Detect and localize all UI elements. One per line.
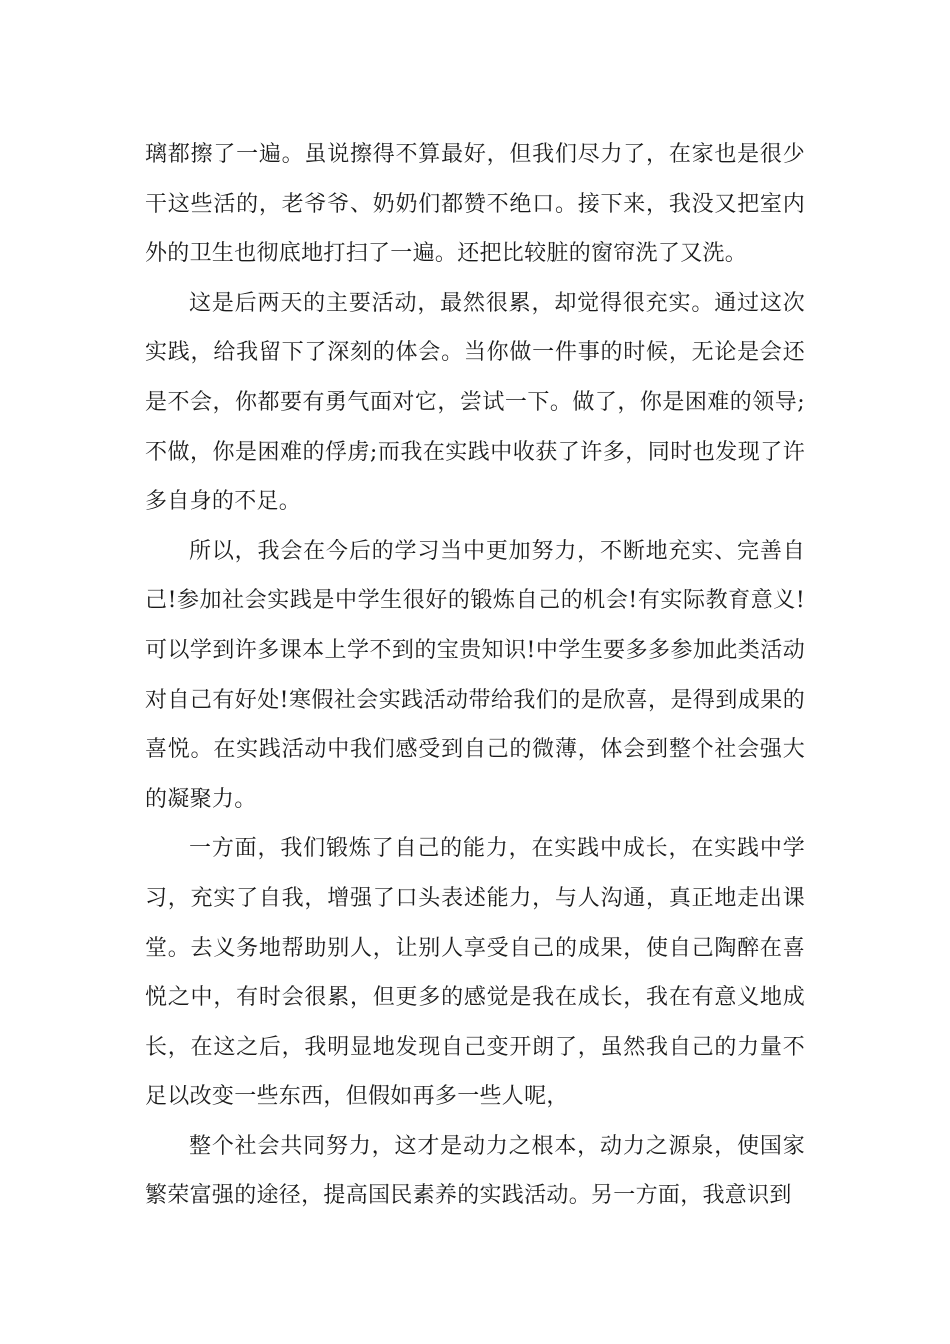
paragraph-2: 这是后两天的主要活动，最然很累，却觉得很充实。通过这次实践，给我留下了深刻的体会。当你做一件事的时候，无论是会还是不会，你都要有勇气面对它，尝试一下。做了，你是困难的领导;不做，你是困难的俘虏;而我在实践中收获了许多，同时也发现了许多自身的不足。 (145, 290, 805, 515)
paragraph-1: 璃都擦了一遍。虽说擦得不算最好，但我们尽力了，在家也是很少干这些活的，老爷爷、奶奶们都赞不绝口。接下来，我没又把室内外的卫生也彻底地打扫了一遍。还把比较脏的窗帘洗了又洗。 (145, 142, 805, 267)
paragraph-3: 所以，我会在今后的学习当中更加努力，不断地充实、完善自己!参加社会实践是中学生很好的锻炼自己的机会!有实际教育意义!可以学到许多课本上学不到的宝贵知识!中学生要多多参加此类活动对自己有好处!寒假社会实践活动带给我们的是欣喜，是得到成果的喜悦。在实践活动中我们感受到自己的微薄，体会到整个社会强大的凝聚力。 (145, 538, 805, 812)
document-body (145, 130, 805, 1221)
paragraph-5: 整个社会共同努力，这才是动力之根本，动力之源泉，使国家繁荣富强的途径，提高国民素养的实践活动。另一方面，我意识到 (145, 1133, 805, 1209)
paragraph-4: 一方面，我们锻炼了自己的能力，在实践中成长，在实践中学习，充实了自我，增强了口头表述能力，与人沟通，真正地走出课堂。去义务地帮助别人，让别人享受自己的成果，使自己陶醉在喜悦之中，有时会很累，但更多的感觉是我在成长，我在有意义地成长，在这之后，我明显地发现自己变开朗了，虽然我自己的力量不足以改变一些东西，但假如再多一些人呢， (145, 836, 805, 1110)
